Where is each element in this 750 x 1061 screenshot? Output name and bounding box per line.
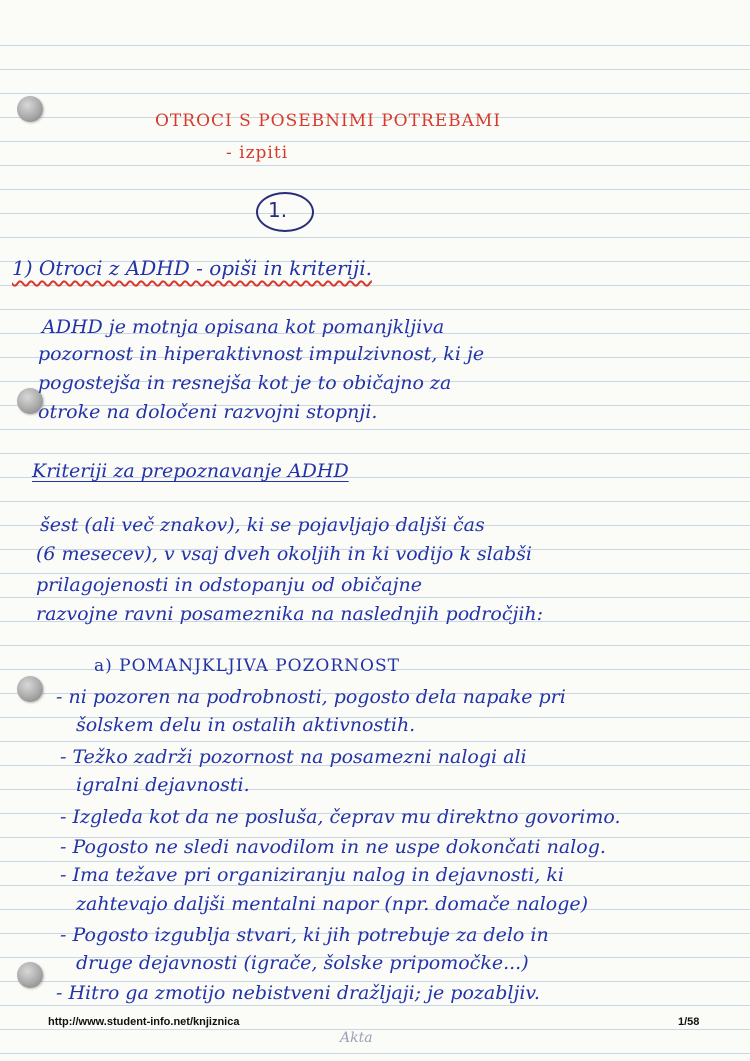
criteria-item: - Pogosto ne sledi navodilom in ne uspe dokončati nalog.: [60, 836, 606, 858]
criteria-item: - Hitro ga zmotijo nebistveni dražljaji; je pozabljiv.: [56, 982, 540, 1004]
definition-line: pozornost in hiperaktivnost impulzivnost, ki je: [38, 343, 485, 365]
criteria-intro-line: razvojne ravni posameznika na naslednjih področjih:: [36, 603, 544, 625]
criteria-subheading: a) POMANJKLJIVA POZORNOST: [94, 656, 400, 676]
criteria-heading: Kriteriji za prepoznavanje ADHD: [32, 460, 349, 482]
criteria-intro-line: šest (ali več znakov), ki se pojavljajo daljši čas: [40, 514, 485, 536]
punch-hole: [17, 962, 43, 988]
page-number: 1.: [268, 198, 288, 222]
criteria-item: - Pogosto izgublja stvari, ki jih potrebuje za delo in: [60, 924, 549, 946]
definition-line: ADHD je motnja opisana kot pomanjkljiva: [42, 316, 445, 338]
criteria-intro-line: prilagojenosti in odstopanju od običajne: [36, 574, 422, 596]
criteria-item: druge dejavnosti (igrače, šolske pripomočke...): [76, 952, 529, 974]
criteria-item: - Izgleda kot da ne posluša, čeprav mu direktno govorimo.: [60, 806, 621, 828]
page-title: OTROCI S POSEBNIMI POTREBAMI: [155, 111, 502, 131]
criteria-item: - Ima težave pri organiziranju nalog in dejavnosti, ki: [60, 864, 564, 886]
criteria-item: zahtevajo daljši mentalni napor (npr. domače naloge): [76, 893, 589, 915]
criteria-item: šolskem delu in ostalih aktivnostih.: [76, 714, 416, 736]
criteria-intro-line: (6 mesecev), v vsaj dveh okoljih in ki vodijo k slabši: [36, 543, 533, 565]
definition-line: pogostejša in resnejša kot je to običajno za: [38, 372, 452, 394]
top-margin: [0, 0, 750, 22]
page-subtitle: - izpiti: [226, 143, 289, 163]
punch-hole: [17, 676, 43, 702]
criteria-item: - ni pozoren na podrobnosti, pogosto dela napake pri: [56, 686, 566, 708]
scan-signature: Akta: [340, 1030, 373, 1046]
criteria-item: - Težko zadrži pozornost na posamezni nalogi ali: [60, 746, 527, 768]
punch-hole: [17, 96, 43, 122]
footer-url[interactable]: http://www.student-info.net/knjiznica: [48, 1016, 240, 1028]
section-heading: 1) Otroci z ADHD - opiši in kriteriji.: [12, 256, 372, 280]
criteria-item: igralni dejavnosti.: [76, 774, 250, 796]
footer-page-count: 1/58: [678, 1016, 700, 1028]
definition-line: otroke na določeni razvojni stopnji.: [38, 401, 378, 423]
